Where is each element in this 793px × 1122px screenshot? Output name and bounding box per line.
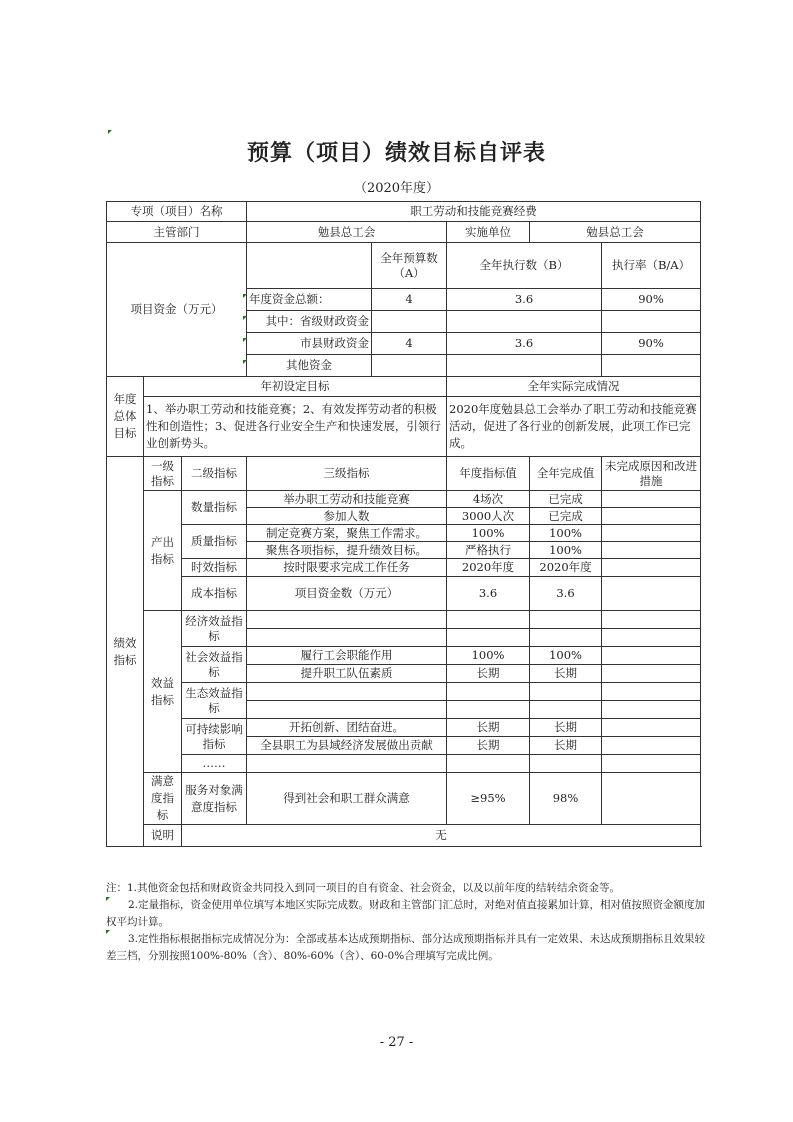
indicator-target: [447, 611, 530, 629]
indicator-name: [247, 755, 447, 773]
indicator-row: [107, 611, 701, 629]
footnote-3: 3.定性指标根据指标完成情况分为：全部或基本达成预期指标、部分达成预期指标并具有一定效果、未达成预期指标且效果较差三档，分别按照100%-80%（含）、80%-60%（含）、60-0%合理填写完成比例。: [106, 933, 706, 962]
planned-goal-text: 1、举办职工劳动和技能竞赛；2、有效发挥劳动者的积极性和创造性；3、促进各行业安全生产和快速发展，引领行业创新势头。: [144, 397, 447, 457]
funds-header-row: [107, 243, 701, 289]
planned-goal-header: 年初设定目标: [144, 377, 447, 397]
indicator-reason: [602, 525, 701, 542]
funds-row-executed: 3.6: [447, 333, 602, 355]
indicator-target: 4场次: [447, 491, 530, 508]
indicator-row: [107, 525, 701, 542]
funds-row-rate: 90%: [602, 289, 701, 311]
funds-row-budget: 4: [372, 333, 447, 355]
funds-row-executed: 3.6: [447, 289, 602, 311]
indicator-row: [107, 683, 701, 701]
indicator-actual: 100%: [530, 525, 602, 542]
indicator-actual: 2020年度: [530, 559, 602, 577]
page-title: 预算（项目）绩效目标自评表: [246, 141, 546, 166]
indicator-target: 3.6: [447, 577, 530, 611]
funds-row-name: 其他资金: [247, 355, 372, 377]
funds-row-budget: [372, 355, 447, 377]
page-subtitle: （2020年度）: [353, 181, 440, 196]
indicator-reason: [602, 542, 701, 559]
funds-header-executed: 全年执行数（B）: [447, 243, 602, 289]
header-reason: 未完成原因和改进措施: [602, 457, 701, 491]
actual-goal-header: 全年实际完成情况: [447, 377, 701, 397]
funds-header-blank: [247, 243, 372, 289]
funds-label: 项目资金（万元）: [107, 243, 247, 377]
indicator-actual: 长期: [530, 665, 602, 683]
self-evaluation-table: [106, 201, 701, 847]
satisfaction-indicator-label: 满意度指标: [144, 773, 182, 825]
indicator-reason: [602, 701, 701, 719]
funds-row-budget: 4: [372, 289, 447, 311]
indicator-target: 100%: [447, 525, 530, 542]
indicator-name: [247, 611, 447, 629]
indicator-actual: [530, 683, 602, 701]
funds-row-rate: [602, 355, 701, 377]
footnote-2: 2.定量指标，资金使用单位填写本地区实际完成数。财政和主管部门汇总时，对绝对值直接累加计算，相对值按照资金额度加权平均计算。: [106, 899, 706, 928]
annual-goal-header-row: [107, 377, 701, 397]
department-label: 主管部门: [107, 222, 247, 243]
indicator-reason: [602, 559, 701, 577]
indicator-target: 100%: [447, 647, 530, 665]
indicator-reason: [602, 773, 701, 825]
indicator-reason: [602, 491, 701, 508]
footnotes: [106, 880, 706, 965]
economic-indicator-label: 经济效益指标: [182, 611, 247, 647]
indicator-target: 长期: [447, 665, 530, 683]
indicator-actual: [530, 611, 602, 629]
cell-comment-marker: [243, 338, 247, 342]
indicator-target: [447, 629, 530, 647]
indicator-reason: [602, 647, 701, 665]
indicator-reason: [602, 665, 701, 683]
benefit-indicator-label: 效益指标: [144, 611, 182, 773]
indicator-actual: 3.6: [530, 577, 602, 611]
funds-row-name: 年度资金总额：: [247, 289, 372, 311]
indicator-name: 全县职工为县域经济发展做出贡献: [247, 737, 447, 755]
ecological-indicator-label: 生态效益指标: [182, 683, 247, 719]
indicator-name: [247, 701, 447, 719]
indicator-actual: 100%: [530, 542, 602, 559]
cell-comment-marker: [106, 897, 110, 901]
indicator-name: 提升职工队伍素质: [247, 665, 447, 683]
timeliness-indicator-label: 时效指标: [182, 559, 247, 577]
indicator-actual: 长期: [530, 737, 602, 755]
funds-header-budget: 全年预算数（A）: [372, 243, 447, 289]
footnote-1: 注：1.其他资金包括和财政资金共同投入到同一项目的自有资金、社会资金，以及以前年度的结转结余资金等。: [106, 882, 621, 894]
indicator-name: 举办职工劳动和技能竞赛: [247, 491, 447, 508]
department-row: [107, 222, 701, 243]
indicator-row: [107, 719, 701, 737]
indicator-row: [107, 647, 701, 665]
indicators-label: 绩效指标: [107, 457, 144, 847]
indicator-actual: [530, 755, 602, 773]
indicator-actual: 长期: [530, 719, 602, 737]
project-name-row: [107, 202, 701, 222]
indicator-target: 长期: [447, 719, 530, 737]
indicator-name: [247, 683, 447, 701]
project-name-value: 职工劳动和技能竞赛经费: [247, 202, 701, 222]
indicator-actual: 98%: [530, 773, 602, 825]
funds-row-name: 市县财政资金: [247, 333, 372, 355]
indicator-reason: [602, 629, 701, 647]
service-satisfaction-label: 服务对象满意度指标: [182, 773, 247, 825]
indicator-target: [447, 755, 530, 773]
indicator-name: 聚焦各项指标，提升绩效目标。: [247, 542, 447, 559]
implementer-label: 实施单位: [447, 222, 530, 243]
quality-indicator-label: 质量指标: [182, 525, 247, 559]
indicator-name: 制定竞赛方案，聚焦工作需求。: [247, 525, 447, 542]
indicator-reason: [602, 719, 701, 737]
indicator-name: 参加人数: [247, 508, 447, 525]
funds-row-name: 其中：省级财政资金: [247, 311, 372, 333]
header-level1: 一级指标: [144, 457, 182, 491]
indicator-row: [107, 773, 701, 825]
funds-row-budget: [372, 311, 447, 333]
indicator-target: [447, 701, 530, 719]
indicator-name: 项目资金数（万元）: [247, 577, 447, 611]
indicator-header-row: [107, 457, 701, 491]
header-actual: 全年完成值: [530, 457, 602, 491]
remark-row: [107, 825, 701, 847]
cell-comment-marker: [243, 360, 247, 364]
indicator-target: [447, 683, 530, 701]
more-indicators-ellipsis: ……: [182, 755, 247, 773]
cost-indicator-label: 成本指标: [182, 577, 247, 611]
indicator-target: 2020年度: [447, 559, 530, 577]
indicator-actual: 已完成: [530, 508, 602, 525]
funds-header-rate: 执行率（B/A）: [602, 243, 701, 289]
annual-goal-label: 年度总体目标: [107, 377, 144, 457]
funds-row-executed: [447, 355, 602, 377]
annual-goal-row: [107, 397, 701, 457]
funds-row-rate: 90%: [602, 333, 701, 355]
implementer-value: 勉县总工会: [530, 222, 701, 243]
indicator-actual: [530, 701, 602, 719]
header-level2: 二级指标: [182, 457, 247, 491]
indicator-reason: [602, 755, 701, 773]
cell-comment-marker: [108, 130, 112, 134]
indicator-name: 开拓创新、团结奋进。: [247, 719, 447, 737]
indicator-row: [107, 559, 701, 577]
actual-goal-text: 2020年度勉县总工会举办了职工劳动和技能竞赛活动，促进了各行业的创新发展，此项工作已完成。: [447, 397, 701, 457]
indicator-name: [247, 629, 447, 647]
indicator-actual: 100%: [530, 647, 602, 665]
indicator-row: [107, 491, 701, 508]
header-target: 年度指标值: [447, 457, 530, 491]
indicator-reason: [602, 683, 701, 701]
remark-value: 无: [182, 825, 701, 847]
indicator-target: 3000人次: [447, 508, 530, 525]
indicator-name: 履行工会职能作用: [247, 647, 447, 665]
header-level3: 三级指标: [247, 457, 447, 491]
indicator-name: 按时限要求完成工作任务: [247, 559, 447, 577]
output-indicator-label: 产出指标: [144, 491, 182, 611]
indicator-row: [107, 755, 701, 773]
indicator-name: 得到社会和职工群众满意: [247, 773, 447, 825]
indicator-target: ≥95%: [447, 773, 530, 825]
indicator-reason: [602, 737, 701, 755]
indicator-actual: 已完成: [530, 491, 602, 508]
indicator-reason: [602, 611, 701, 629]
department-value: 勉县总工会: [247, 222, 447, 243]
cell-comment-marker: [106, 930, 110, 934]
indicator-actual: [530, 629, 602, 647]
indicator-row: [107, 577, 701, 611]
quantity-indicator-label: 数量指标: [182, 491, 247, 525]
remark-label: 说明: [144, 825, 182, 847]
funds-row-executed: [447, 311, 602, 333]
funds-row-rate: [602, 311, 701, 333]
project-name-label: 专项（项目）名称: [107, 202, 247, 222]
social-indicator-label: 社会效益指标: [182, 647, 247, 683]
indicator-reason: [602, 577, 701, 611]
cell-comment-marker: [243, 316, 247, 320]
indicator-target: 严格执行: [447, 542, 530, 559]
indicator-target: 长期: [447, 737, 530, 755]
sustainable-indicator-label: 可持续影响指标: [182, 719, 247, 755]
cell-comment-marker: [243, 294, 247, 298]
indicator-reason: [602, 508, 701, 525]
page-number: - 27 -: [379, 1035, 414, 1050]
